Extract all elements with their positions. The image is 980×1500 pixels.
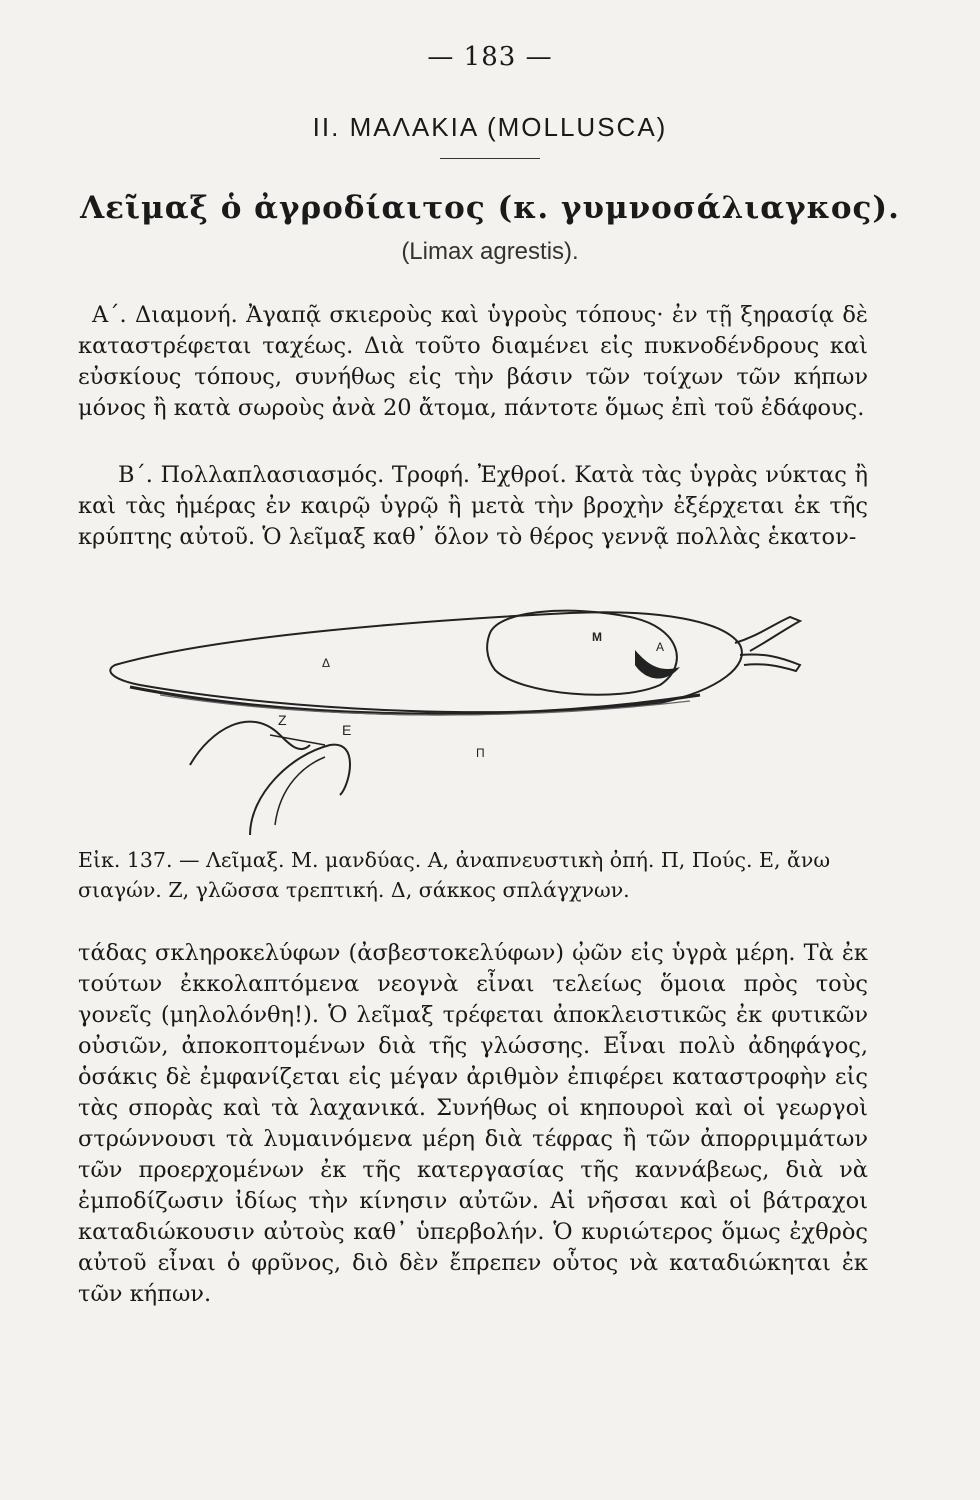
label-alpha: Α [656, 640, 665, 654]
paragraph-reproduction: Β΄. Πολλαπλασιασμός. Τροφή. Ἐχθροί. Κατὰ τὰς ὑγρὰς νύκτας ἢ καὶ τὰς ἡμέρας ἐν καιρῷ ὑγρῷ ἢ μετὰ τὴν βροχὴν ἐξέρχεται ἐκ τῆς κρύπτης αὐτοῦ. Ὁ λεῖμαξ καθ᾿ ὅλον τὸ θέρος γεννᾷ πολλὰς ἑκατον- [78, 462, 868, 550]
paragraph-continuation: τάδας σκληροκελύφων (ἀσβεστοκελύφων) ᾠῶν εἰς ὑγρὰ μέρη. Τὰ ἐκ τούτων ἐκκολαπτόμενα νεογνὰ εἶναι τελείως ὅμοια πρὸς τοὺς γονεῖς (μηλολόνθη!). Ὁ λεῖμαξ τρέφεται ἀποκλειστικῶς ἐκ φυτικῶν οὐσιῶν, ἀποκοπτομένων διὰ τῆς γλώσσης. Εἶναι πολὺ ἀδηφάγος, ὁσάκις δὲ ἐμφανίζεται εἰς μέγαν ἀριθμὸν ἐπιφέρει καταστροφὴν εἰς τὰς σπορὰς καὶ τὰ λαχανικά. Συνήθως οἱ κηπουροὶ καὶ οἱ γεωργοὶ στρώννουσι τὰ λυμαινόμενα μέρη διὰ τέφρας ἢ τῶν ἀπορριμμάτων τῶν προερχομένων ἐκ τῆς κατεργασίας τῆς καννάβεως, διὰ νὰ ἐμποδίζωσιν ἰδίως τὴν κίνησιν αὐτῶν. Αἱ νῆσσαι καὶ οἱ βάτραχοι καταδιώκουσιν αὐτοὺς καθ᾿ ὑπερβολήν. Ὁ κυριώτερος ὅμως ἐχθρὸς αὐτοῦ εἶναι ὁ φρῦνος, διὸ δὲν ἔπρεπεν οὗτος νὰ καταδιώκηται ἐκ τῶν κήπων. [78, 940, 868, 1307]
paragraph-habitat: Α΄. Διαμονή. Ἀγαπᾷ σκιεροὺς καὶ ὑγροὺς τόπους· ἐν τῇ ξηρασίᾳ δὲ καταστρέφεται ταχέως. Διὰ τοῦτο διαμένει εἰς πυκνοδένδρους καὶ εὐσκίους τόπους, συνήθως εἰς τὴν βάσιν τῶν τοίχων τῶν κήπων μόνος ἢ κατὰ σωροὺς ἀνὰ 20 ἄτομα, πάντοτε ὅμως ἐπὶ τοῦ ἐδάφους. [78, 302, 868, 421]
slug-figure [100, 595, 880, 835]
section-heading: II. ΜΑΛΑΚΙΑ (MOLLUSCA) [312, 112, 668, 142]
label-pi: Π [476, 746, 485, 760]
page-number: — 183 — [427, 42, 553, 72]
species-title: Λεῖμαξ ὁ ἀγροδίαιτος (κ. γυμνοσάλιαγκος). [80, 190, 900, 226]
label-zeta: Ζ [278, 712, 287, 728]
species-latin-name: (Limax agrestis). [401, 238, 579, 265]
divider [440, 158, 540, 159]
figure-caption: Εἰκ. 137. — Λεῖμαξ. Μ. μανδύας. Α, ἀναπνευστικὴ ὀπή. Π, Πούς. Ε, ἄνω σιαγών. Ζ, γλῶσσα τρεπτική. Δ, σάκκος σπλάγχνων. [78, 848, 831, 902]
label-epsilon: Ε [342, 722, 352, 738]
label-mu: Μ [592, 630, 602, 644]
label-delta: Δ [322, 656, 331, 670]
